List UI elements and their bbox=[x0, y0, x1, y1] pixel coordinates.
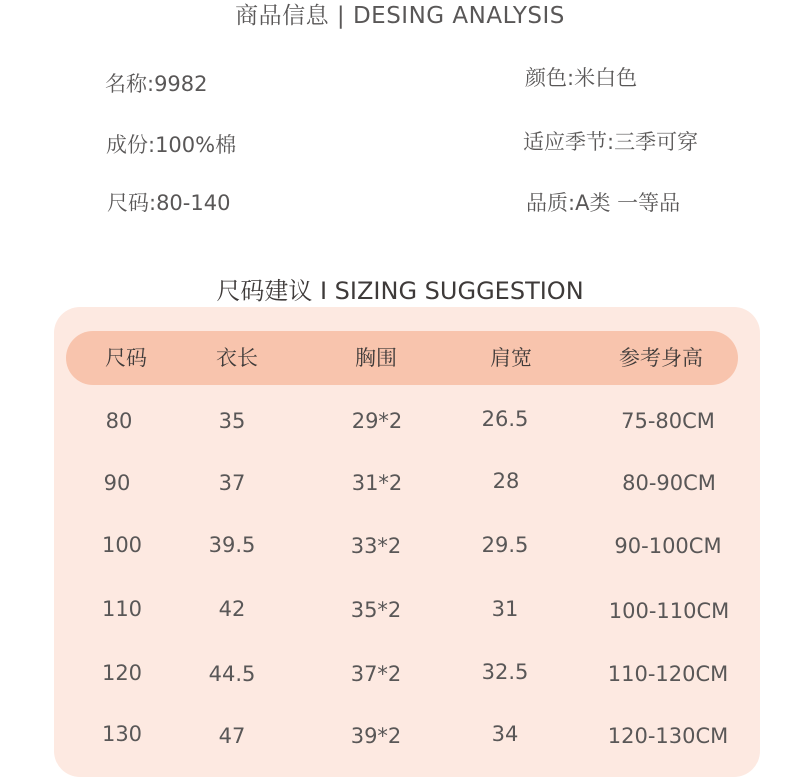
table-cell: 34 bbox=[491, 722, 519, 746]
table-cell: 39*2 bbox=[350, 724, 402, 748]
product-info-title: 商品信息 | DESING ANALYSIS bbox=[235, 3, 565, 29]
table-cell: 44.5 bbox=[208, 662, 256, 686]
table-cell: 31*2 bbox=[351, 471, 403, 495]
header-height: 参考身高 bbox=[619, 346, 703, 370]
header-chest: 胸围 bbox=[355, 346, 397, 370]
table-cell: 33*2 bbox=[350, 534, 402, 558]
product-season: 适应季节:三季可穿 bbox=[523, 130, 699, 154]
sizing-suggestion-title: 尺码建议 I SIZING SUGGESTION bbox=[216, 277, 584, 305]
table-cell: 31 bbox=[491, 597, 519, 621]
table-cell: 110-120CM bbox=[607, 662, 729, 686]
table-cell: 120 bbox=[101, 661, 143, 685]
table-cell: 35*2 bbox=[350, 598, 402, 622]
table-cell: 42 bbox=[218, 597, 246, 621]
table-cell: 29.5 bbox=[481, 533, 529, 557]
table-cell: 37*2 bbox=[350, 662, 402, 686]
table-cell: 80-90CM bbox=[622, 471, 716, 495]
header-size: 尺码 bbox=[105, 346, 147, 370]
product-quality: 品质:A类 一等品 bbox=[526, 191, 681, 215]
table-cell: 29*2 bbox=[351, 409, 403, 433]
table-cell: 120-130CM bbox=[607, 724, 729, 748]
table-cell: 110 bbox=[101, 597, 143, 621]
table-cell: 90-100CM bbox=[614, 534, 722, 558]
header-length: 衣长 bbox=[216, 346, 258, 370]
table-cell: 90 bbox=[103, 471, 131, 495]
table-cell: 75-80CM bbox=[621, 409, 715, 433]
table-cell: 28 bbox=[492, 469, 520, 493]
product-material: 成份:100%棉 bbox=[106, 133, 237, 157]
table-cell: 37 bbox=[218, 471, 246, 495]
table-cell: 35 bbox=[218, 409, 246, 433]
table-cell: 26.5 bbox=[481, 407, 529, 431]
header-shoulder: 肩宽 bbox=[490, 346, 532, 370]
product-size-range: 尺码:80-140 bbox=[107, 191, 231, 215]
table-cell: 130 bbox=[101, 722, 143, 746]
table-cell: 80 bbox=[105, 409, 133, 433]
product-color: 颜色:米白色 bbox=[525, 66, 638, 90]
table-cell: 100 bbox=[101, 533, 143, 557]
table-cell: 32.5 bbox=[481, 660, 529, 684]
table-cell: 39.5 bbox=[208, 533, 256, 557]
product-name: 名称:9982 bbox=[105, 72, 208, 96]
table-cell: 100-110CM bbox=[608, 599, 730, 623]
table-cell: 47 bbox=[218, 724, 246, 748]
